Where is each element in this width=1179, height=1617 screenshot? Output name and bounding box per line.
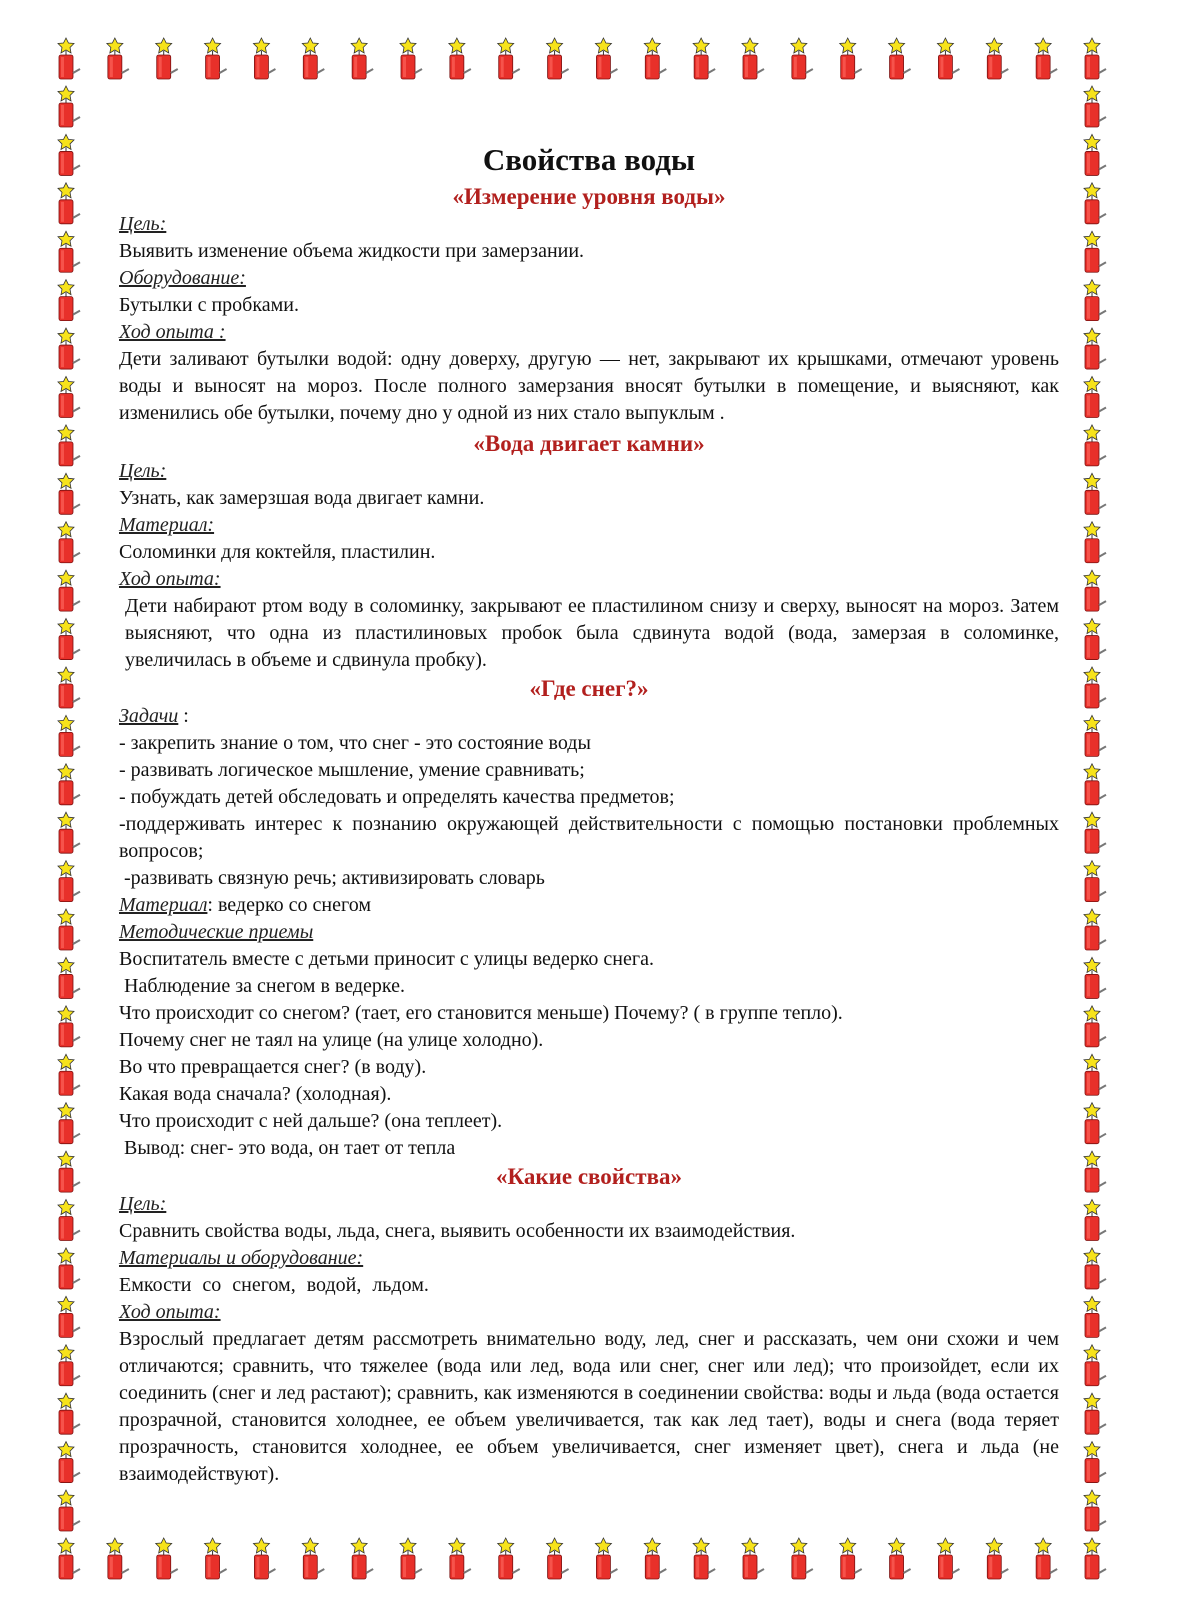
firecracker-icon — [1084, 1345, 1106, 1386]
procedure-text: Взрослый предлагает детям рассмотреть внимательно воду, лед, снег и рассказать, чем они схожи и чем отличаются; сравнить, что тяжелее (вода или лед, вода или снег, снег или лед); что произойдет, если их соединить (снег и лед растают); сравнить, как изменяются в соединении свойства: воды и льда (вода остается прозрачной, становится холоднее, ее объем увеличивается, так как лед тает), воды и снега (вода теряет прозрачность, становится холоднее, ее объем увеличивается, снег изменяет цвет), снега и льда (не взаимодействуют). — [119, 1328, 1059, 1485]
firecracker-icon — [937, 38, 959, 79]
method-item: Почему снег не таял на улице (на улице холодно). — [119, 1029, 544, 1051]
firecracker-icon — [937, 1538, 959, 1579]
firecracker-icon — [1084, 715, 1106, 756]
firecracker-icon — [1084, 425, 1106, 466]
section-title: «Где снег?» — [529, 676, 649, 701]
firecracker-icon — [58, 473, 80, 514]
firecracker-icon — [1084, 1103, 1106, 1144]
firecracker-icon — [58, 861, 80, 902]
firecracker-icon — [58, 909, 80, 950]
firecracker-icon — [1035, 38, 1057, 79]
section-what-properties — [119, 1162, 1059, 1488]
firecracker-icon — [498, 38, 520, 79]
method-item: Вывод: снег- это вода, он тает от тепла — [119, 1137, 456, 1159]
firecracker-icon — [644, 1538, 666, 1579]
firecracker-icon — [1084, 280, 1106, 321]
firecracker-icon — [58, 1296, 80, 1337]
goal-text: Выявить изменение объема жидкости при замерзании. — [119, 240, 585, 262]
firecracker-icon — [58, 183, 80, 224]
tasks-suffix: : — [178, 705, 189, 727]
firecracker-icon — [58, 667, 80, 708]
methods-label: Методические приемы — [119, 921, 314, 943]
firecracker-icon — [58, 1538, 80, 1579]
goal-label: Цель: — [119, 460, 167, 482]
section-water-moves-stones — [119, 429, 1059, 674]
firecracker-icon — [1084, 376, 1106, 417]
firecracker-icon — [1084, 619, 1106, 660]
firecracker-icon — [1084, 1538, 1106, 1579]
firecracker-icon — [840, 38, 862, 79]
firecracker-icon — [1084, 1200, 1106, 1241]
section-title: «Вода двигает камни» — [473, 431, 705, 456]
firecracker-icon — [253, 1538, 275, 1579]
firecracker-icon — [1084, 1006, 1106, 1047]
procedure-label: Ход опыта: — [119, 568, 221, 590]
task-item: - побуждать детей обследовать и определять качества предметов; — [119, 786, 675, 808]
firecracker-icon — [1084, 1393, 1106, 1434]
firecracker-icon — [58, 376, 80, 417]
firecracker-icon — [791, 1538, 813, 1579]
firecracker-icon — [1084, 957, 1106, 998]
document — [119, 140, 1059, 1488]
firecracker-icon — [58, 134, 80, 175]
firecracker-icon — [595, 38, 617, 79]
firecracker-icon — [1084, 328, 1106, 369]
firecracker-icon — [742, 1538, 764, 1579]
firecracker-icon — [58, 764, 80, 805]
firecracker-icon — [156, 1538, 178, 1579]
task-item: -поддерживать интерес к познанию окружающей действительности с помощью постановки проблемных вопросов; — [119, 813, 1059, 862]
equipment-label: Материалы и оборудование: — [119, 1247, 364, 1269]
firecracker-icon — [205, 1538, 227, 1579]
firecracker-icon — [58, 86, 80, 127]
firecracker-icon — [400, 1538, 422, 1579]
goal-text: Узнать, как замерзшая вода двигает камни. — [119, 487, 485, 509]
firecracker-icon — [1084, 183, 1106, 224]
firecracker-icon — [205, 38, 227, 79]
firecracker-icon — [791, 38, 813, 79]
page-title: Свойства воды — [482, 142, 696, 177]
firecracker-icon — [1084, 1296, 1106, 1337]
firecracker-icon — [58, 1151, 80, 1192]
section-water-level — [119, 182, 1059, 427]
firecracker-icon — [58, 1345, 80, 1386]
firecracker-icon — [986, 1538, 1008, 1579]
material-text: Соломинки для коктейля, пластилин. — [119, 541, 436, 563]
firecracker-icon — [1084, 812, 1106, 853]
firecracker-icon — [1084, 909, 1106, 950]
material-label: Материал: — [119, 514, 215, 536]
section-title: «Какие свойства» — [496, 1164, 682, 1189]
firecracker-icon — [58, 957, 80, 998]
firecracker-icon — [1084, 38, 1106, 79]
task-item: - развивать логическое мышление, умение сравнивать; — [119, 759, 585, 781]
firecracker-icon — [498, 1538, 520, 1579]
firecracker-icon — [58, 619, 80, 660]
firecracker-icon — [58, 231, 80, 272]
firecracker-icon — [1084, 667, 1106, 708]
firecracker-icon — [253, 38, 275, 79]
equipment-text: Емкости со снегом, водой, льдом. — [119, 1274, 429, 1296]
material-label: Материал — [119, 894, 208, 916]
section-where-snow — [119, 674, 1059, 1162]
firecracker-icon — [58, 1200, 80, 1241]
firecracker-icon — [58, 1103, 80, 1144]
firecracker-icon — [58, 280, 80, 321]
method-item: Наблюдение за снегом в ведерке. — [119, 975, 405, 997]
firecracker-icon — [302, 1538, 324, 1579]
firecracker-icon — [107, 1538, 129, 1579]
firecracker-icon — [889, 1538, 911, 1579]
equipment-text: Бутылки с пробками. — [119, 294, 299, 316]
firecracker-icon — [449, 38, 471, 79]
firecracker-icon — [58, 1054, 80, 1095]
procedure-text: Дети набирают ртом воду в соломинку, закрывают ее пластилином снизу и сверху, выносят на мороз. Затем выясняют, что одна из пластилиновых пробок была сдвинута водой (вода, замерзая в соломинке, увеличилась в объеме и сдвинула пробку). — [125, 595, 1059, 671]
method-item: Что происходит со снегом? (тает, его становится меньше) Почему? ( в группе тепло). — [119, 1002, 843, 1024]
firecracker-icon — [693, 1538, 715, 1579]
firecracker-icon — [595, 1538, 617, 1579]
firecracker-icon — [58, 1006, 80, 1047]
firecracker-icon — [547, 38, 569, 79]
firecracker-icon — [156, 38, 178, 79]
firecracker-icon — [1084, 764, 1106, 805]
firecracker-icon — [58, 1490, 80, 1531]
goal-label: Цель: — [119, 1193, 167, 1215]
method-item: Что происходит с ней дальше? (она теплеет). — [119, 1110, 503, 1132]
firecracker-icon — [58, 1248, 80, 1289]
section-title: «Измерение уровня воды» — [452, 184, 726, 209]
firecracker-icon — [1084, 473, 1106, 514]
firecracker-icon — [58, 522, 80, 563]
firecracker-icon — [693, 38, 715, 79]
procedure-label: Ход опыта: — [119, 1301, 221, 1323]
firecracker-icon — [400, 38, 422, 79]
firecracker-icon — [58, 715, 80, 756]
firecracker-icon — [1084, 1248, 1106, 1289]
firecracker-icon — [58, 425, 80, 466]
material-text: : ведерко со снегом — [207, 894, 371, 916]
firecracker-icon — [58, 570, 80, 611]
task-item: - закрепить знание о том, что снег - это состояние воды — [119, 732, 591, 754]
firecracker-icon — [1084, 1442, 1106, 1483]
method-item: Какая вода сначала? (холодная). — [119, 1083, 392, 1105]
firecracker-icon — [889, 38, 911, 79]
firecracker-icon — [449, 1538, 471, 1579]
method-item: Во что превращается снег? (в воду). — [119, 1056, 427, 1078]
firecracker-icon — [351, 1538, 373, 1579]
goal-label: Цель: — [119, 213, 167, 235]
firecracker-icon — [107, 38, 129, 79]
method-item: Воспитатель вместе с детьми приносит с улицы ведерко снега. — [119, 948, 654, 970]
firecracker-icon — [1084, 570, 1106, 611]
firecracker-icon — [351, 38, 373, 79]
tasks-label: Задачи — [119, 705, 179, 727]
firecracker-icon — [547, 1538, 569, 1579]
firecracker-icon — [1084, 861, 1106, 902]
firecracker-icon — [58, 328, 80, 369]
firecracker-icon — [1084, 1054, 1106, 1095]
firecracker-icon — [1084, 1490, 1106, 1531]
firecracker-icon — [644, 38, 666, 79]
procedure-label: Ход опыта : — [119, 321, 226, 343]
firecracker-icon — [58, 1442, 80, 1483]
firecracker-icon — [1084, 1151, 1106, 1192]
firecracker-icon — [840, 1538, 862, 1579]
firecracker-icon — [1084, 231, 1106, 272]
task-item: -развивать связную речь; активизировать словарь — [119, 867, 545, 889]
firecracker-icon — [742, 38, 764, 79]
firecracker-icon — [58, 38, 80, 79]
firecracker-icon — [58, 1393, 80, 1434]
goal-text: Сравнить свойства воды, льда, снега, выявить особенности их взаимодействия. — [119, 1220, 796, 1242]
firecracker-icon — [302, 38, 324, 79]
firecracker-icon — [58, 812, 80, 853]
firecracker-icon — [1084, 134, 1106, 175]
firecracker-icon — [1084, 86, 1106, 127]
equipment-label: Оборудование: — [119, 267, 246, 289]
firecracker-icon — [1035, 1538, 1057, 1579]
firecracker-icon — [986, 38, 1008, 79]
firecracker-icon — [1084, 522, 1106, 563]
procedure-text: Дети заливают бутылки водой: одну доверху, другую — нет, закрывают их крышками, отмечают уровень воды и выносят на мороз. После полного замерзания вносят бутылки в помещение, и выясняют, как изменились обе бутылки, почему дно у одной из них стало выпуклым . — [119, 348, 1059, 424]
